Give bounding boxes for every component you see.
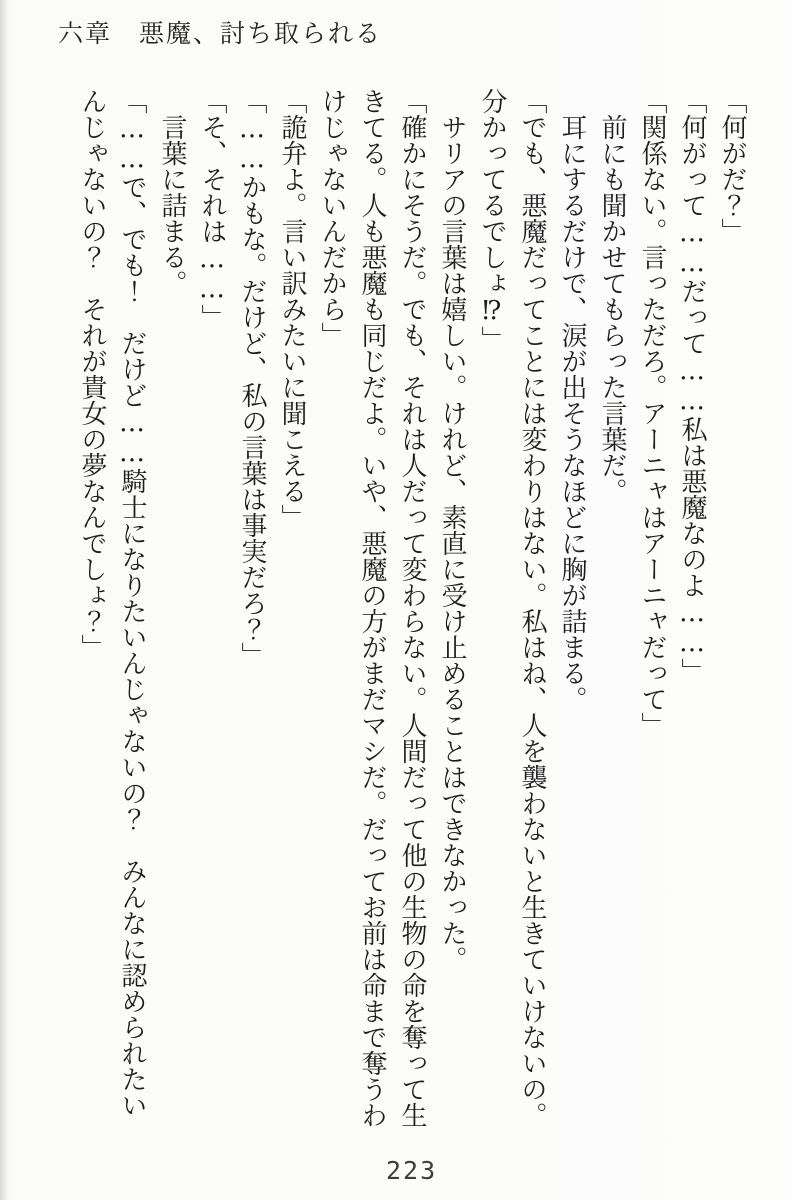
chapter-running-header: 六章 悪魔、討ち取られる [58, 19, 383, 48]
dialogue-line: 「何がだ？」 [717, 88, 747, 244]
dialogue-line: 「詭弁よ。言い訳みたいに聞こえる」 [277, 88, 307, 530]
dialogue-line: 「何がって……だって……私は悪魔なのよ……」 [677, 88, 707, 684]
dialogue-line: 「でも、悪魔だってことには変わりはない。私はね、人を襲わないと生きていけないの。分かってるでしょ⁉」 [477, 88, 547, 1128]
narrative-line: サリアの言葉は嬉しい。けれど、素直に受け止めることはできなかった。 [437, 114, 467, 972]
narrative-line: 前にも聞かせてもらった言葉だ。 [597, 114, 627, 504]
dialogue-line: 「そ、それは……」 [197, 88, 227, 330]
page-number: 223 [386, 1156, 438, 1185]
dialogue-line: 「関係ない。言っただろ。アーニャはアーニャだって」 [637, 88, 667, 738]
dialogue-line: 「確かにそうだ。でも、それは人だって変わらない。人間だって他の生物の命を奪って生きてる。人も悪魔も同じだよ。いや、悪魔の方がまだマシだ。だってお前は命まで奪うわけじゃないんだから」 [317, 88, 427, 1128]
narrative-line: 耳にするだけで、涙が出そうなほどに胸が詰まる。 [557, 114, 587, 712]
scan-edge-shadow [0, 0, 8, 1200]
dialogue-line: 「……で、でも！ だけど……騎士になりたいんじゃないの？ みんなに認められたいんじゃないの？ それが貴女の夢なんでしょ？」 [77, 88, 147, 1118]
vertical-text-block [64, 88, 752, 1138]
dialogue-line: 「……かもな。だけど、私の言葉は事実だろ？」 [237, 88, 267, 668]
narrative-line: 言葉に詰まる。 [157, 114, 187, 296]
